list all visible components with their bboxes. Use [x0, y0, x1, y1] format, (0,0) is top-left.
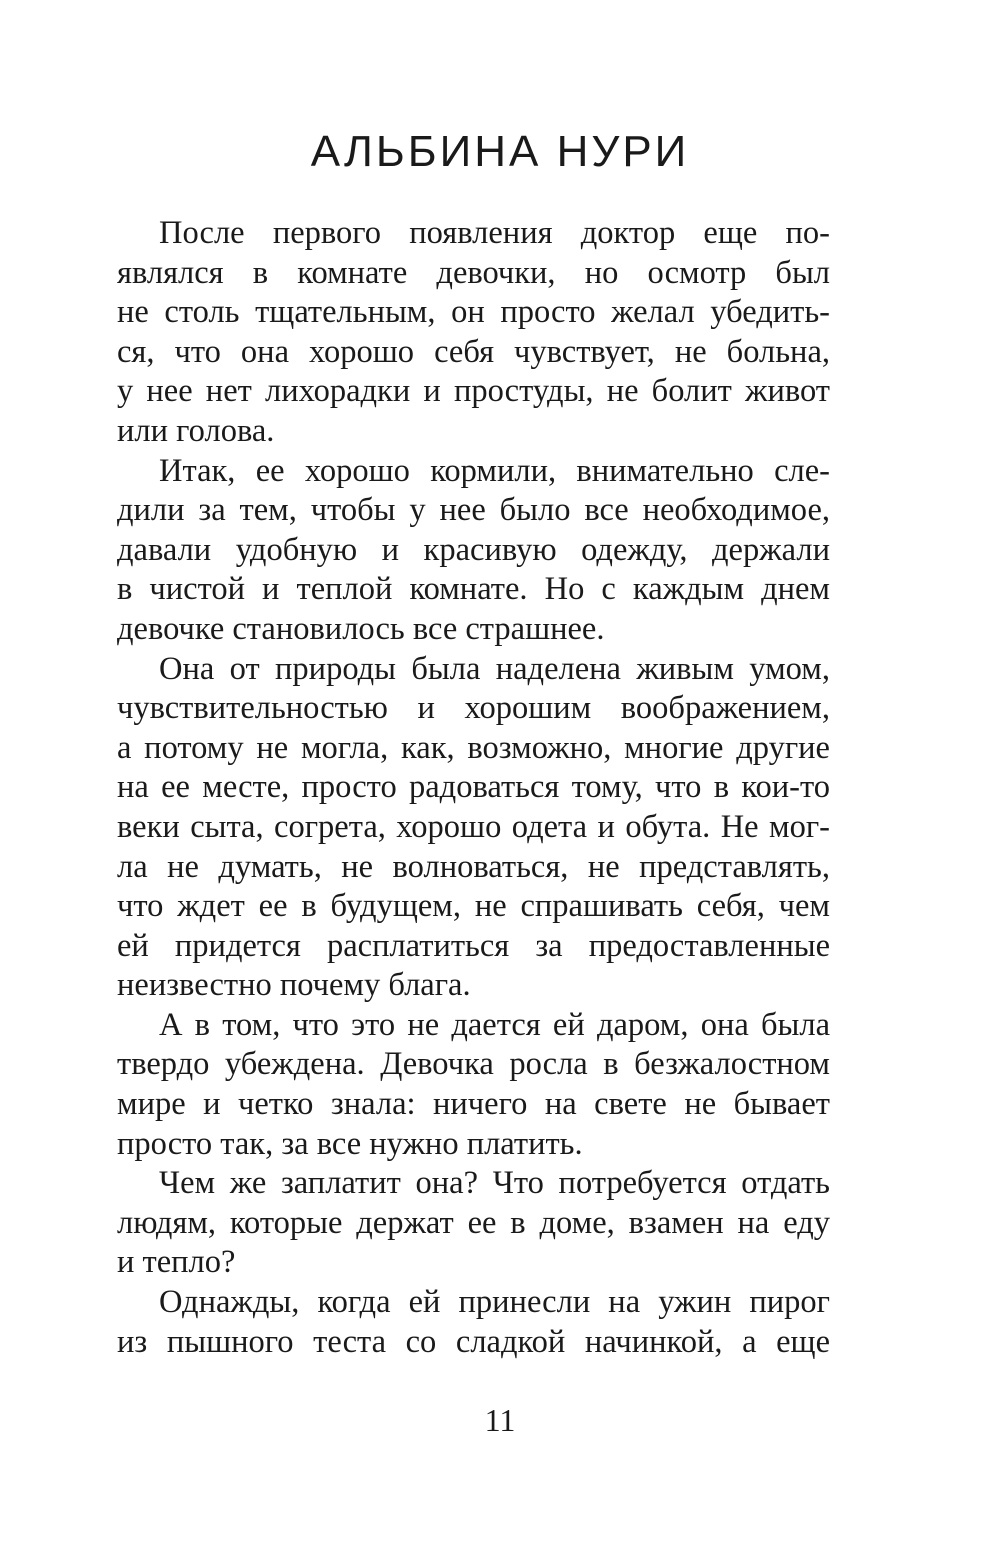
paragraph-1 [117, 214, 830, 452]
text-line: или голова. [117, 412, 275, 449]
paragraph-4 [117, 1006, 830, 1164]
text-line: чувствительностью и хорошим воображением, [117, 690, 830, 727]
running-title: АЛЬБИНА НУРИ [310, 127, 690, 176]
text-line: ла не думать, не волноваться, не представлять, [117, 848, 830, 885]
text-line: ся, что она хорошо себя чувствует, не больна, [117, 333, 830, 370]
text-line: из пышного теста со сладкой начинкой, а еще [117, 1323, 830, 1360]
paragraph-2 [117, 452, 830, 650]
text-line: людям, которые держат ее в доме, взамен на еду [117, 1204, 830, 1241]
text-line: являлся в комнате девочки, но осмотр был [117, 254, 830, 291]
text-line: твердо убеждена. Девочка росла в безжалостном [117, 1046, 830, 1083]
text-line: просто так, за все нужно платить. [117, 1125, 583, 1162]
text-line: и тепло? [117, 1244, 236, 1281]
body-text [117, 214, 830, 1362]
text-line: что ждет ее в будущем, не спрашивать себя, чем [117, 888, 830, 925]
text-line: девочке становилось все страшнее. [117, 610, 605, 647]
text-line: давали удобную и красивую одежду, держали [117, 531, 830, 568]
paragraph-3 [117, 650, 830, 1006]
text-line: ей придется расплатиться за предоставленные [117, 927, 830, 964]
text-line: Она от природы была наделена живым умом, [159, 650, 830, 687]
text-line: веки сыта, согрета, хорошо одета и обута. Не мог- [117, 808, 830, 845]
text-line: мире и четко знала: ничего на свете не бывает [117, 1086, 830, 1123]
text-line: а потому не могла, как, возможно, многие другие [117, 729, 830, 766]
text-line: у нее нет лихорадки и простуды, не болит живот [117, 373, 830, 410]
text-line: не столь тщательным, он просто желал убедить- [117, 294, 830, 331]
text-line: неизвестно почему блага. [117, 967, 471, 1004]
text-line: Итак, ее хорошо кормили, внимательно сле- [159, 452, 830, 489]
text-line: в чистой и теплой комнате. Но с каждым днем [117, 571, 830, 608]
text-line: А в том, что это не дается ей даром, она была [159, 1006, 830, 1043]
text-line: После первого появления доктор еще по- [159, 215, 830, 251]
text-line: Однажды, когда ей принесли на ужин пирог [159, 1284, 830, 1321]
paragraph-5 [117, 1164, 830, 1283]
text-line: на ее месте, просто радоваться тому, что в кои-то [117, 769, 830, 806]
text-line: дили за тем, чтобы у нее было все необходимое, [117, 492, 830, 529]
text-line: Чем же заплатит она? Что потребуется отдать [159, 1165, 830, 1202]
page-number: 11 [484, 1402, 516, 1438]
paragraph-6 [117, 1283, 830, 1362]
